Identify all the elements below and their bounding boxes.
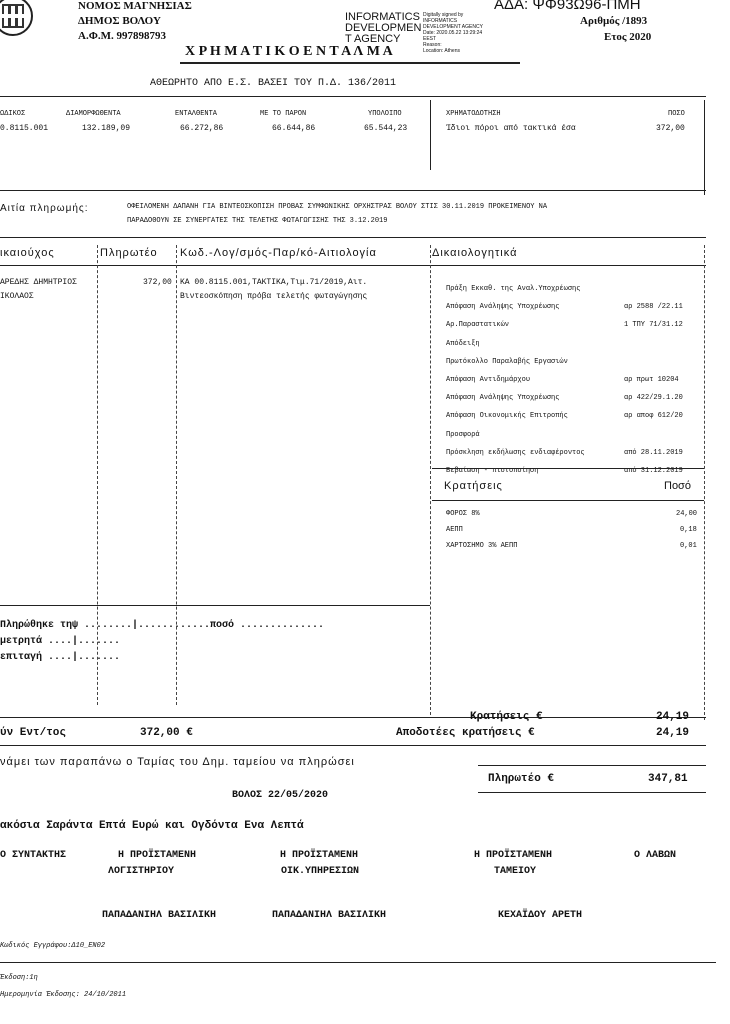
role-oik-dept: ΟΙΚ.ΥΠΗΡΕΣΙΩΝ — [281, 866, 360, 877]
name-signer-1: ΠΑΠΑΔΑΝΙΗΛ ΒΑΣΙΛΙΚΗ — [102, 910, 217, 921]
amount-value: 372,00 — [143, 278, 172, 287]
divider — [704, 245, 705, 720]
budget-header-paron: ΜΕ ΤΟ ΠΑΡΟΝ — [260, 110, 307, 118]
kratiseis-total-label: Κρατήσεις € — [470, 711, 543, 723]
signature-details: Digitally signed by INFORMATICS DEVELOPMENT AGENCY Date: 2020.05.22 13:29:24 EEST Reason: Location: Athens — [423, 12, 483, 54]
divider — [432, 500, 704, 501]
kratiseis-header: Κρατήσεις — [444, 480, 503, 492]
beneficiary-line1: ΑΡΕΔΗΣ ΔΗΜΗΤΡΙΟΣ — [0, 278, 77, 287]
header-amount: Πληρωτέο — [100, 247, 158, 259]
divider — [432, 468, 704, 469]
role-syntaktis: Ο ΣΥΝΤΑΚΤΗΣ — [0, 850, 67, 861]
signer-name: INFORMATICS DEVELOPMEN T AGENCY — [345, 11, 422, 45]
tamias-text: νάμει των παραπάνω ο Ταμίας του Δημ. ταμείου να πληρώσει — [0, 756, 355, 768]
aitia-line1: ΟΦΕΙΛΟΜΕΝΗ ΔΑΠΑΝΗ ΓΙΑ ΒΙΝΤΕΟΣΚΟΠΙΣΗ ΠΡΟΒΑΣ ΣΥΜΦΩΝΙΚΗΣ ΟΡΧΗΣΤΡΑΣ ΒΟΛΟΥ ΣΤΙΣ 30.11.2019 ΠΡΟΚΕΙΜΕΝΟΥ ΝΑ — [127, 203, 548, 211]
kratiseis-poso-header: Ποσό — [664, 480, 691, 492]
list-item: Πρόσκληση εκδήλωσης ενδιαφέροντος — [446, 448, 585, 457]
kratisi-name: ΧΑΡΤΟΣΗΜΟ 3% ΑΕΠΠ — [446, 542, 518, 550]
list-item: Προσφορά — [446, 430, 480, 439]
paid-line3: επιταγή ....|....... — [0, 652, 121, 663]
budget-xrimatodotisi: Ίδιοι πόροι από τακτικά έσα — [446, 124, 576, 133]
divider — [0, 190, 706, 191]
list-item: Απόφαση Ανάληψης Υποχρέωσης — [446, 394, 560, 403]
list-item-ref — [624, 353, 683, 371]
etos-label: Ετος 2020 — [604, 31, 652, 43]
list-item-ref: από 28.11.2019 — [624, 448, 683, 457]
paid-line2: μετρητά ....|....... — [0, 636, 121, 647]
role-lavwn: Ο ΛΑΒΩΝ — [634, 850, 677, 861]
list-item: Απόφαση Οικονομικής Επιτροπής — [446, 412, 568, 421]
list-item-ref: αρ αποφ 612/20 — [624, 412, 683, 421]
beneficiary-line2: ΙΚΟΛΑΟΣ — [0, 292, 34, 301]
dimos-label: ΔΗΜΟΣ ΒΟΛΟΥ — [78, 15, 161, 27]
budget-header-poso: ΠΟΣΟ — [668, 110, 685, 118]
kratisi-value: 0,01 — [680, 542, 697, 550]
list-item: Απόφαση Ανάληψης Υποχρέωσης — [446, 303, 560, 312]
divider — [478, 792, 706, 793]
divider — [704, 100, 705, 195]
ada-label: ΑΔΑ: ΨΦ93Ω96-ΠΜΗ — [494, 0, 641, 13]
list-item-ref: αρ πρωτ 10204 — [624, 376, 679, 385]
divider — [430, 100, 431, 170]
divider — [478, 765, 706, 766]
role-logistiriou: Η ΠΡΟΪΣΤΑΜΕΝΗ — [118, 850, 197, 861]
budget-header-diamorf: ΔΙΑΜΟΡΦΩΘΕΝΤΑ — [66, 110, 121, 118]
aitia-line2: ΠΑΡΑΔΟΘΟΥΝ ΣΕ ΣΥΝΕΡΓΑΤΕΣ ΤΗΣ ΤΕΛΕΤΗΣ ΦΩΤΑΓΩΓΙΣΗΣ ΤΗΣ 3.12.2019 — [127, 217, 388, 225]
divider — [0, 605, 430, 606]
ekdosi-date: Ημερομηνία Έκδοσης: 24/10/2011 — [0, 991, 127, 999]
documents-list — [446, 280, 585, 480]
afm-label: Α.Φ.Μ. 997898793 — [78, 30, 166, 42]
list-item: Αρ.Παραστατικών — [446, 321, 510, 330]
budget-paron: 66.644,86 — [272, 124, 316, 133]
list-item-ref: αρ 422/29.1.20 — [624, 394, 683, 403]
role-tameiou: Η ΠΡΟΪΣΤΑΜΕΝΗ — [474, 850, 553, 861]
list-item: Απόδειξη — [446, 339, 480, 348]
divider — [0, 717, 706, 718]
document-code: Κωδικός Εγγράφου:Δ10_ΕΝ02 — [0, 942, 106, 950]
role-oik: Η ΠΡΟΪΣΤΑΜΕΝΗ — [280, 850, 359, 861]
kratisi-name: ΦΟΡΟΣ 8% — [446, 510, 480, 518]
budget-header-ypoloipo: ΥΠΟΛΟΙΠΟ — [368, 110, 402, 118]
divider — [0, 265, 706, 266]
list-item-ref — [624, 280, 683, 298]
aitia-label: Αιτία πληρωμής: — [0, 203, 89, 214]
budget-header-xrimatodotisi: ΧΡΗΜΑΤΟΔΟΤΗΣΗ — [446, 110, 501, 118]
nomos-label: ΝΟΜΟΣ ΜΑΓΝΗΣΙΑΣ — [78, 0, 192, 12]
budget-header-entalthenta: ΕΝΤΑΛΘΕΝΤΑ — [175, 110, 218, 118]
documents-refs — [624, 280, 683, 480]
header-documents: Δικαιολογητικά — [432, 247, 518, 259]
role-logistiriou-dept: ΛΟΓΙΣΤΗΡΙΟΥ — [108, 866, 175, 877]
apodotees-value: 24,19 — [656, 727, 690, 739]
emblem-icon — [0, 0, 36, 40]
kratisi-name: ΑΕΠΠ — [446, 526, 463, 534]
code-line2: Βιντεοσκόπηση πρόβα τελετής φωταγώγησης — [180, 292, 368, 301]
code-line1: ΚΑ 00.8115.001,ΤΑΚΤΙΚΑ,Τιμ.71/2019,Αιτ. — [180, 278, 368, 287]
kratiseis-total-value: 24,19 — [656, 711, 690, 723]
paid-line1: Πληρώθηκε τηψ ........|............ποσό .............. — [0, 620, 325, 631]
list-item-ref — [624, 335, 683, 353]
kratisi-value: 24,00 — [676, 510, 698, 518]
synolo-label: ύν Εντ/τος — [0, 727, 67, 739]
synolo-value: 372,00 € — [140, 727, 193, 739]
divider — [0, 962, 716, 963]
role-tameiou-dept: ΤΑΜΕΙΟΥ — [494, 866, 537, 877]
ekdosi-label: Έκδοση:1η — [0, 974, 38, 982]
list-item-ref: αρ 2588 /22.11 — [624, 303, 683, 312]
divider — [176, 245, 177, 705]
list-item-ref — [624, 426, 683, 444]
budget-code: 0.8115.001 — [0, 124, 49, 133]
amount-in-words: ακόσια Σαράντα Επτά Ευρώ και Ογδόντα Ενα Λεπτά — [0, 820, 304, 832]
divider — [0, 745, 706, 746]
list-item: Πρωτόκολλο Παραλαβής Εργασιών — [446, 357, 568, 366]
date-line: ΒΟΛΟΣ 22/05/2020 — [232, 790, 329, 801]
athewrito-text: ΑΘΕΩΡΗΤΟ ΑΠΟ Ε.Σ. ΒΑΣΕΙ ΤΟΥ Π.Δ. 136/2011 — [150, 78, 397, 89]
header-beneficiary: ικαιούχος — [0, 247, 55, 259]
name-signer-2: ΠΑΠΑΔΑΝΙΗΛ ΒΑΣΙΛΙΚΗ — [272, 910, 387, 921]
name-signer-3: ΚΕΧΑΪΔΟΥ ΑΡΕΤΗ — [498, 910, 583, 921]
plirwteo-label: Πληρωτέο € — [488, 773, 555, 785]
list-item: Απόφαση Αντιδημάρχου — [446, 376, 531, 385]
document-title: Χ Ρ Η Μ Α Τ Ι Κ Ο Ε Ν Τ Α Λ Μ Α — [185, 44, 393, 59]
divider — [0, 237, 706, 238]
arithmos-label: Αριθμός /1893 — [580, 15, 648, 27]
kratisi-value: 0,18 — [680, 526, 697, 534]
apodotees-label: Αποδοτέες κρατήσεις € — [396, 727, 535, 739]
list-item: Βεβαίωση - πιστοποίηση — [446, 467, 539, 476]
title-underline — [180, 62, 520, 64]
divider — [430, 245, 431, 715]
list-item: Πράξη Εκκαθ. της Αναλ.Υποχρέωσης — [446, 285, 581, 293]
budget-poso: 372,00 — [656, 124, 685, 133]
budget-entalthenta: 66.272,86 — [180, 124, 224, 133]
budget-diamorf: 132.189,09 — [82, 124, 131, 133]
budget-ypoloipo: 65.544,23 — [364, 124, 408, 133]
list-item-ref: από 31.12.2019 — [624, 467, 683, 476]
plirwteo-value: 347,81 — [648, 773, 688, 785]
list-item-ref: 1 ΤΠΥ 71/31.12 — [624, 321, 683, 330]
divider — [0, 96, 706, 97]
budget-header-code: ΩΔΙΚΟΣ — [0, 110, 26, 118]
header-code: Κωδ.-Λογ/σμός-Παρ/κό-Αιτιολογία — [180, 247, 377, 259]
